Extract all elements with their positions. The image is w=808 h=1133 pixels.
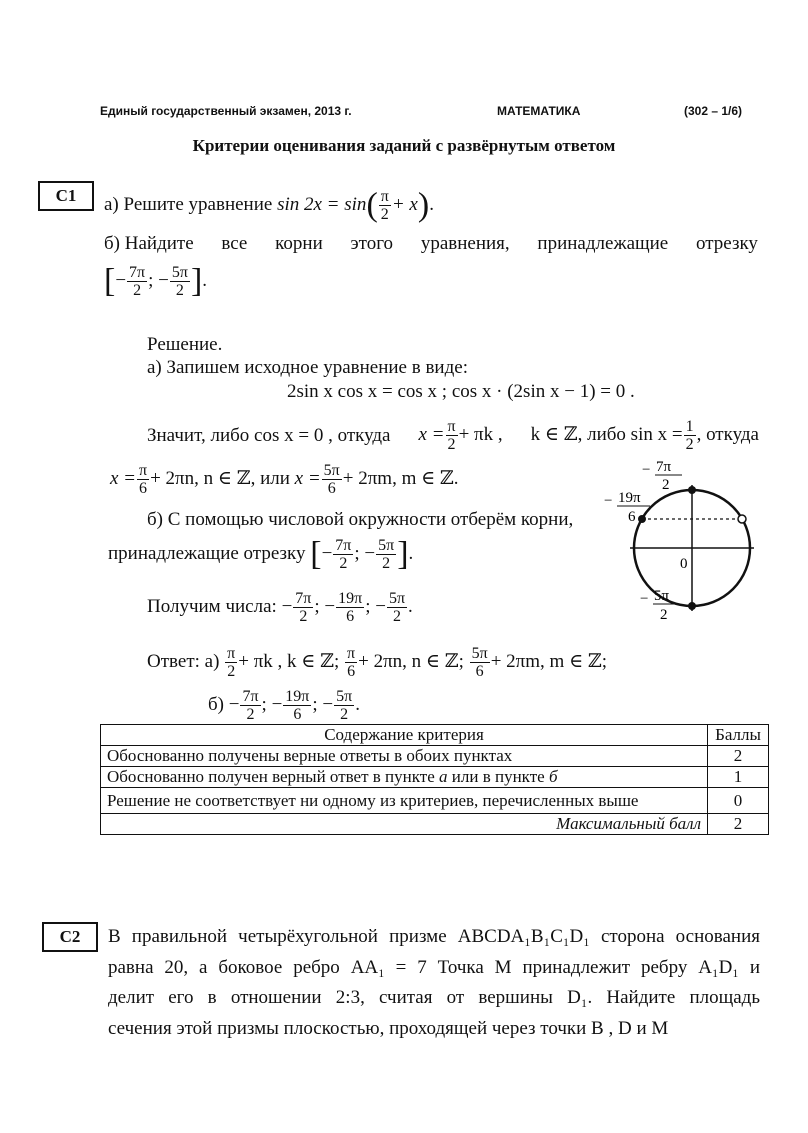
max-score-value: 2 bbox=[708, 814, 769, 835]
c1-part-b: б) Найдите все корни этого уравнения, принадлежащие отрезку bbox=[104, 233, 758, 254]
criteria-table bbox=[100, 724, 769, 835]
solution-heading: Решение. bbox=[147, 334, 223, 355]
point-pi-6 bbox=[738, 515, 746, 523]
c2-line: В правильной четырёхугольной призме ABCDA₁B₁C₁D₁ сторона основания bbox=[108, 926, 760, 947]
answer-a: Ответ: а) $\frac{\pi}{2}$ + πk , k ∈ ℤ; $\frac{\pi}{6}$ + 2πn, n ∈ ℤ; $\frac{5\pi}{6}$ + 2πm, m ∈ ℤ; bbox=[147, 645, 608, 680]
table-row bbox=[101, 788, 769, 814]
c1-interval: [− $\frac{7\pi}{2}$ ; − $\frac{5\pi}{2}$ ]. bbox=[104, 262, 208, 300]
solution-b-intro: б) С помощью числовой окружности отберём корни, bbox=[147, 509, 574, 530]
criteria-text: Решение не соответствует ни одному из критериев, перечисленных выше bbox=[101, 788, 708, 814]
label-left-num: 19π bbox=[618, 490, 641, 506]
criteria-header-content: Содержание критерия bbox=[101, 725, 708, 746]
table-row bbox=[101, 746, 769, 767]
table-row-max bbox=[101, 814, 769, 835]
label-top-num: 7π bbox=[656, 459, 672, 475]
answer-b: б) − $\frac{7\pi}{2}$ ; − $\frac{19\pi}{6}$ ; − $\frac{5\pi}{2}$ . bbox=[208, 688, 360, 723]
table-row bbox=[101, 767, 769, 788]
variant-code: (302 – 1/6) bbox=[684, 104, 743, 118]
solution-numbers: Получим числа: − $\frac{7\pi}{2}$ ; − $\frac{19\pi}{6}$ ; − $\frac{5\pi}{2}$ . bbox=[147, 590, 413, 625]
label-bottom-den: 2 bbox=[660, 607, 668, 623]
criteria-header-row bbox=[101, 725, 769, 746]
c2-statement bbox=[108, 922, 760, 1044]
point-minus-5pi-2 bbox=[688, 602, 696, 610]
number-circle-diagram bbox=[590, 455, 765, 627]
solution-step-1: Значит, либо cos x = 0 , откуда x = $\frac{\pi}{2}$ + πk , k ∈ ℤ, либо sin x = $\frac{1}{2}$ , откуда bbox=[147, 418, 759, 453]
c1-part-a: а) Решите уравнение sin 2x = sin( $\frac{\pi}{2}$ + x). bbox=[104, 186, 434, 224]
label-top-den: 2 bbox=[662, 477, 670, 493]
c2-line: сечения этой призмы плоскостью, проходящей через точки B , D и M bbox=[108, 1017, 669, 1039]
page-title: Критерии оценивания заданий с развёрнутым ответом bbox=[192, 136, 616, 155]
label-bottom-minus: − bbox=[640, 591, 649, 607]
criteria-points: 0 bbox=[708, 788, 769, 814]
criteria-points: 2 bbox=[708, 746, 769, 767]
criteria-text: Обоснованно получены верные ответы в обоих пунктах bbox=[101, 746, 708, 767]
label-left-minus: − bbox=[604, 493, 613, 509]
exam-title: Единый государственный экзамен, 2013 г. bbox=[100, 104, 352, 118]
task-c1-label: C1 bbox=[38, 181, 94, 211]
label-top-minus: − bbox=[642, 462, 651, 478]
solution-b-interval: принадлежащие отрезку [− $\frac{7\pi}{2}$ ; − $\frac{5\pi}{2}$ ]. bbox=[108, 535, 414, 573]
point-minus-7pi-2 bbox=[688, 486, 696, 494]
c2-line: делит его в отношении 2:3, считая от вершины D₁. Найдите площадь bbox=[108, 987, 760, 1008]
solution-step-2: x = $\frac{\pi}{6}$ + 2πn, n ∈ ℤ, или x = $\frac{5\pi}{6}$ + 2πm, m ∈ ℤ. bbox=[110, 462, 459, 497]
solution-equation: 2sin x cos x = cos x ; cos x · (2sin x − 1) = 0 . bbox=[287, 381, 635, 402]
point-minus-19pi-6 bbox=[638, 515, 646, 523]
c2-line: равна 20, а боковое ребро AA₁ = 7 Точка M принадлежит ребру A₁D₁ и bbox=[108, 956, 760, 978]
criteria-header-points: Баллы bbox=[708, 725, 769, 746]
solution-a-intro: а) Запишем исходное уравнение в виде: bbox=[147, 357, 468, 378]
label-bottom-num: 5π bbox=[654, 588, 670, 604]
task-c2-label: C2 bbox=[42, 922, 98, 952]
origin-label: 0 bbox=[680, 556, 688, 572]
label-left-den: 6 bbox=[628, 509, 636, 525]
max-score-label: Максимальный балл bbox=[101, 814, 708, 835]
criteria-text: Обоснованно получен верный ответ в пункте а или в пункте б bbox=[101, 767, 708, 788]
criteria-points: 1 bbox=[708, 767, 769, 788]
subject: МАТЕМАТИКА bbox=[497, 104, 581, 118]
